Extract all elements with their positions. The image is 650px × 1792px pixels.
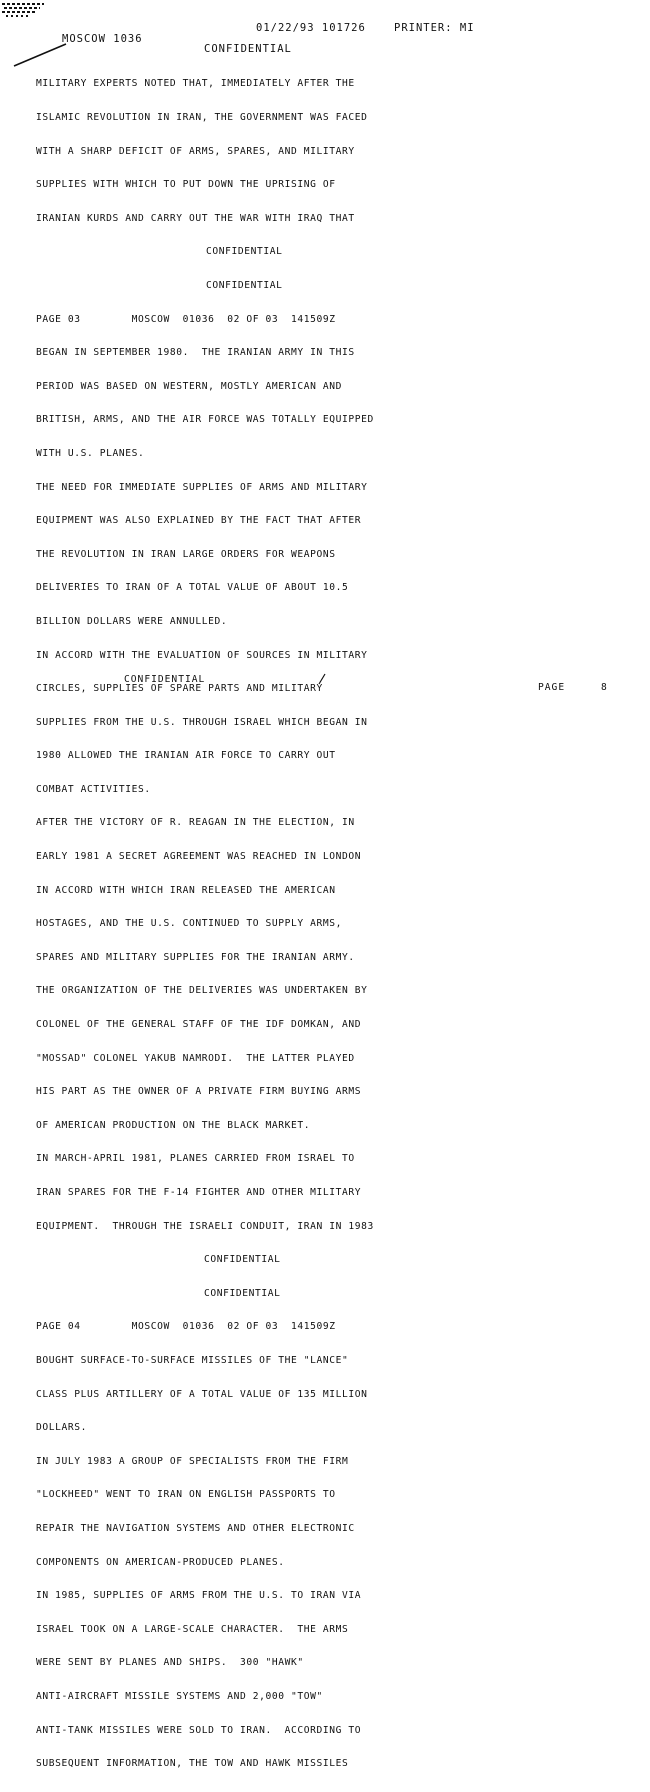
classification-marking: CONFIDENTIAL: [204, 1254, 281, 1266]
text-line: IN JULY 1983 A GROUP OF SPECIALISTS FROM THE FIRM: [36, 1455, 349, 1467]
text-line: CLASS PLUS ARTILLERY OF A TOTAL VALUE OF 135 MILLION: [36, 1388, 368, 1400]
text-line: 1980 ALLOWED THE IRANIAN AIR FORCE TO CARRY OUT: [36, 750, 336, 762]
text-line: AFTER THE VICTORY OF R. REAGAN IN THE ELECTION, IN: [36, 817, 355, 829]
classification-marking: CONFIDENTIAL: [206, 279, 283, 291]
text-line: "MOSSAD" COLONEL YAKUB NAMRODI. THE LATTER PLAYED: [36, 1052, 355, 1064]
text-line: WITH U.S. PLANES.: [36, 447, 145, 459]
classification-marking: CONFIDENTIAL: [204, 1287, 281, 1299]
page-label: PAGE: [538, 682, 566, 693]
classification-footer: CONFIDENTIAL: [124, 674, 206, 685]
text-line: IN MARCH-APRIL 1981, PLANES CARRIED FROM ISRAEL TO: [36, 1153, 355, 1165]
text-line: BEGAN IN SEPTEMBER 1980. THE IRANIAN ARMY IN THIS: [36, 347, 355, 359]
text-line: HOSTAGES, AND THE U.S. CONTINUED TO SUPPLY ARMS,: [36, 918, 343, 930]
text-line: ANTI-TANK MISSILES WERE SOLD TO IRAN. ACCORDING TO: [36, 1724, 362, 1736]
text-line: THE NEED FOR IMMEDIATE SUPPLIES OF ARMS AND MILITARY: [36, 481, 368, 493]
text-line: EQUIPMENT WAS ALSO EXPLAINED BY THE FACT THAT AFTER: [36, 515, 362, 527]
text-line: COLONEL OF THE GENERAL STAFF OF THE IDF DOMKAN, AND: [36, 1019, 362, 1031]
cable-body: [36, 56, 446, 1792]
classification-marking: CONFIDENTIAL: [206, 246, 283, 258]
text-line: SUPPLIES WITH WHICH TO PUT DOWN THE UPRISING OF: [36, 179, 336, 191]
text-line: CIRCLES, SUPPLIES OF SPARE PARTS AND MILITARY: [36, 683, 323, 695]
text-line: ISLAMIC REVOLUTION IN IRAN, THE GOVERNMENT WAS FACED: [36, 112, 368, 123]
text-line: SUPPLIES FROM THE U.S. THROUGH ISRAEL WHICH BEGAN IN: [36, 716, 368, 728]
page-header-line: PAGE 04 MOSCOW 01036 02 OF 03 141509Z: [36, 1321, 336, 1333]
text-line: THE ORGANIZATION OF THE DELIVERIES WAS UNDERTAKEN BY: [36, 985, 368, 997]
text-line: BILLION DOLLARS WERE ANNULLED.: [36, 615, 228, 627]
text-line: IRAN SPARES FOR THE F-14 FIGHTER AND OTHER MILITARY: [36, 1187, 362, 1198]
text-line: SUBSEQUENT INFORMATION, THE TOW AND HAWK MISSILES: [36, 1758, 349, 1770]
text-line: WITH A SHARP DEFICIT OF ARMS, SPARES, AND MILITARY: [36, 145, 355, 157]
text-line: DELIVERIES TO IRAN OF A TOTAL VALUE OF ABOUT 10.5: [36, 582, 349, 594]
fax-header-mark-icon: [0, 0, 48, 28]
text-line: WERE SENT BY PLANES AND SHIPS. 300 "HAWK": [36, 1657, 304, 1669]
text-line: PERIOD WAS BASED ON WESTERN, MOSTLY AMERICAN AND: [36, 380, 343, 392]
text-line: ANTI-AIRCRAFT MISSILE SYSTEMS AND 2,000 "TOW": [36, 1690, 323, 1702]
text-line: EARLY 1981 A SECRET AGREEMENT WAS REACHED IN LONDON: [36, 851, 362, 863]
text-line: ISRAEL TOOK ON A LARGE-SCALE CHARACTER. THE ARMS: [36, 1623, 349, 1635]
text-line: OF AMERICAN PRODUCTION ON THE BLACK MARKET.: [36, 1119, 311, 1131]
text-line: REPAIR THE NAVIGATION SYSTEMS AND OTHER ELECTRONIC: [36, 1522, 355, 1534]
printer-id: PRINTER: MI: [394, 22, 475, 34]
text-line: THE REVOLUTION IN IRAN LARGE ORDERS FOR WEAPONS: [36, 548, 336, 560]
cable-reference: MOSCOW 1036: [62, 33, 143, 45]
text-line: IN ACCORD WITH WHICH IRAN RELEASED THE AMERICAN: [36, 884, 336, 896]
handwritten-tick-mark: [316, 672, 328, 686]
text-line: IRANIAN KURDS AND CARRY OUT THE WAR WITH IRAQ THAT: [36, 212, 355, 224]
text-line: IN 1985, SUPPLIES OF ARMS FROM THE U.S. TO IRAN VIA: [36, 1590, 362, 1602]
text-line: SPARES AND MILITARY SUPPLIES FOR THE IRANIAN ARMY.: [36, 951, 355, 963]
text-line: BOUGHT SURFACE-TO-SURFACE MISSILES OF THE "LANCE": [36, 1354, 349, 1366]
page-header-line: PAGE 03 MOSCOW 01036 02 OF 03 141509Z: [36, 313, 336, 325]
text-line: BRITISH, ARMS, AND THE AIR FORCE WAS TOTALLY EQUIPPED: [36, 414, 374, 426]
page-number: 8: [601, 682, 608, 693]
text-line: HIS PART AS THE OWNER OF A PRIVATE FIRM BUYING ARMS: [36, 1086, 362, 1098]
transmission-timestamp: 01/22/93 101726: [256, 22, 366, 34]
text-line: EQUIPMENT. THROUGH THE ISRAELI CONDUIT, IRAN IN 1983: [36, 1220, 374, 1232]
classification-header: CONFIDENTIAL: [204, 43, 292, 55]
text-line: COMBAT ACTIVITIES.: [36, 783, 151, 795]
text-line: "LOCKHEED" WENT TO IRAN ON ENGLISH PASSPORTS TO: [36, 1489, 336, 1501]
text-line: MILITARY EXPERTS NOTED THAT, IMMEDIATELY AFTER THE: [36, 78, 355, 90]
text-line: IN ACCORD WITH THE EVALUATION OF SOURCES IN MILITARY: [36, 649, 368, 661]
text-line: COMPONENTS ON AMERICAN-PRODUCED PLANES.: [36, 1556, 285, 1568]
text-line: DOLLARS.: [36, 1422, 88, 1434]
